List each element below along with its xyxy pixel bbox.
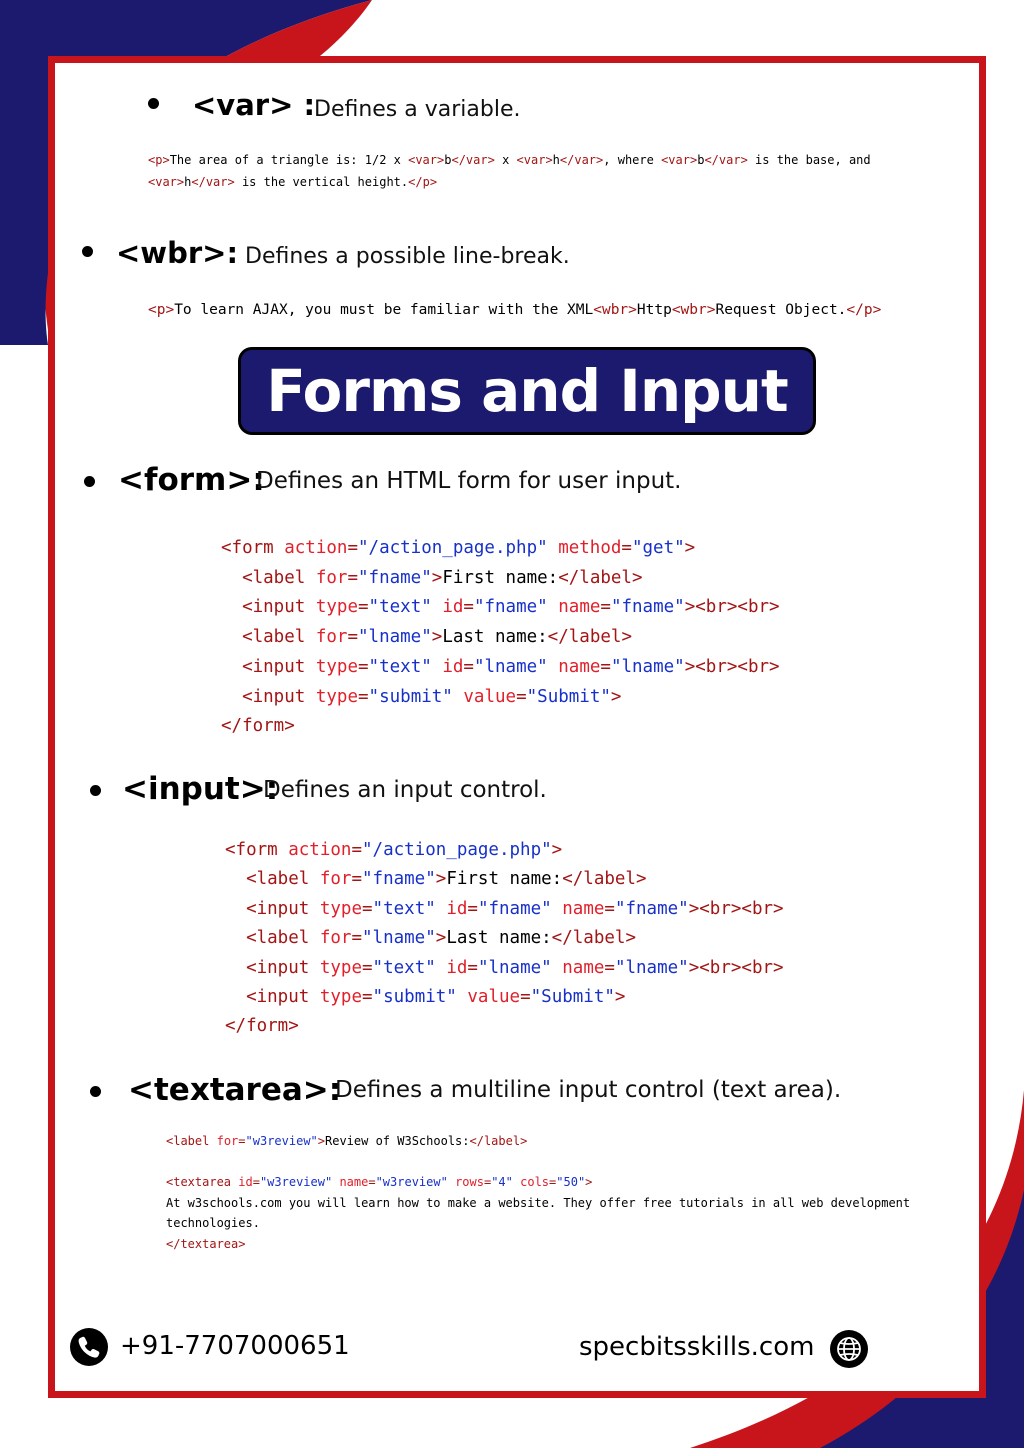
phone-icon <box>70 1328 108 1366</box>
code-line: <textarea id="w3review" name="w3review" rows="4" cols="50"> <box>166 1175 593 1189</box>
code-line: <label for="fname">First name:</label> <box>246 869 647 890</box>
phone-number[interactable]: +91-7707000651 <box>120 1331 350 1361</box>
code-line: <input type="text" id="lname" name="lname"><br><br> <box>246 957 784 978</box>
code-line: <input type="submit" value="Submit"> <box>242 686 622 707</box>
code-line: <label for="lname">Last name:</label> <box>246 928 636 949</box>
code-line: <input type="submit" value="Submit"> <box>246 987 626 1007</box>
code-var-line-2: <var>h</var> is the vertical height.</p> <box>148 175 438 189</box>
code-line: <label for="w3review">Review of W3Schools:</label> <box>166 1134 528 1148</box>
tag-form: <form>: <box>118 462 265 498</box>
globe-icon <box>830 1330 868 1368</box>
code-line: <form action="/action_page.php" method="get"> <box>221 538 696 558</box>
desc-wbr: Defines a possible line-break. <box>245 244 570 269</box>
desc-var: Defines a variable. <box>314 97 521 122</box>
code-line: <form action="/action_page.php"> <box>225 840 563 860</box>
code-line: </form> <box>225 1016 299 1037</box>
bullet-form <box>84 476 95 487</box>
code-line: At w3schools.com you will learn how to make a website. They offer free tutorials in all web development <box>166 1195 911 1210</box>
tag-textarea: <textarea>: <box>128 1072 342 1108</box>
tag-var: <var> : <box>192 88 316 122</box>
bullet-textarea <box>90 1086 101 1097</box>
section-heading: Forms and Input <box>266 357 788 425</box>
tag-wbr: <wbr>: <box>116 236 239 270</box>
code-line: <input type="text" id="fname" name="fname"><br><br> <box>242 597 780 618</box>
section-heading-box <box>238 347 816 435</box>
bullet-var <box>148 98 159 109</box>
code-line: <input type="text" id="fname" name="fname"><br><br> <box>246 898 784 919</box>
code-var-line-1: <p>The area of a triangle is: 1/2 x <var>b</var> x <var>h</var>, where <var>b</var> is the base, and <box>148 153 871 167</box>
code-line: <label for="lname">Last name:</label> <box>242 627 632 648</box>
tag-input: <input>: <box>122 771 279 807</box>
code-line: <label for="fname">First name:</label> <box>242 567 643 588</box>
bullet-wbr <box>82 246 93 257</box>
code-line: </textarea> <box>166 1236 246 1251</box>
desc-input: Defines an input control. <box>263 777 547 803</box>
code-line: </form> <box>221 716 295 737</box>
desc-form: Defines an HTML form for user input. <box>256 468 682 494</box>
desc-textarea: Defines a multiline input control (text area). <box>335 1077 842 1103</box>
bullet-input <box>90 785 101 796</box>
code-wbr-line-1: <p>To learn AJAX, you must be familiar with the XML<wbr>Http<wbr>Request Object.</p> <box>148 302 882 318</box>
website-link[interactable]: specbitsskills.com <box>579 1332 815 1362</box>
code-line: <input type="text" id="lname" name="lname"><br><br> <box>242 656 780 677</box>
code-line: technologies. <box>166 1216 260 1230</box>
